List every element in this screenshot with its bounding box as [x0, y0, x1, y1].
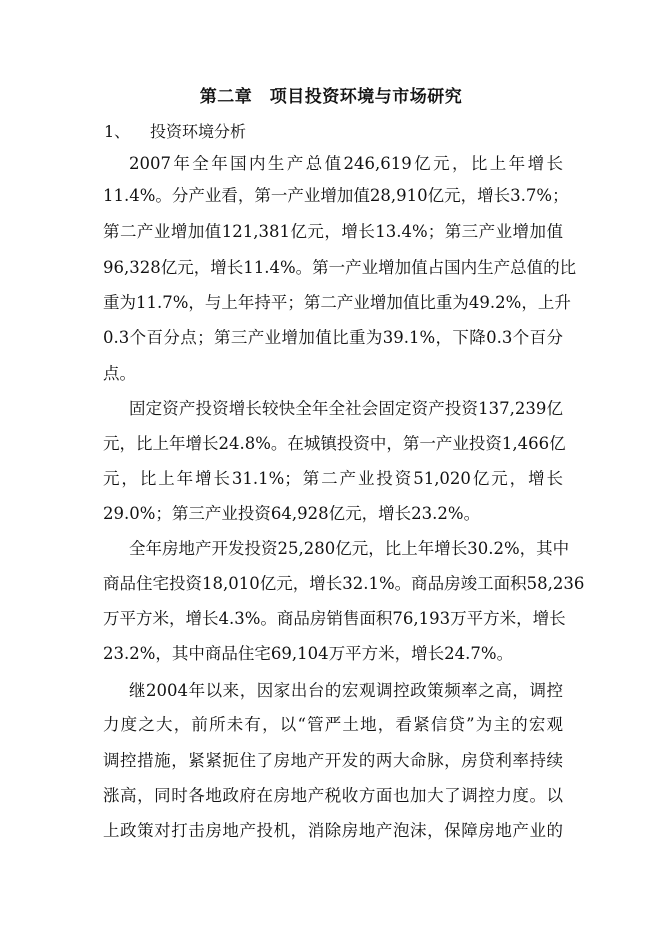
paragraph-1-line-7: 点。 [103, 364, 136, 383]
paragraph-1-line-5: 重为11.7%，与上年持平；第二产业增加值比重为49.2%，上升 [103, 293, 571, 312]
paragraph-3-line-1: 全年房地产开发投资25,280亿元，比上年增长30.2%，其中 [129, 539, 570, 558]
paragraph-3-line-2: 商品住宅投资18,010亿元，增长32.1%。商品房竣工面积58,236 [103, 574, 585, 593]
section-number: 1、 [104, 122, 131, 141]
paragraph-2-line-3: 元，比上年增长31.1%；第二产业投资51,020亿元，增长 [103, 469, 563, 488]
chapter-title: 第二章 项目投资环境与市场研究 [199, 87, 463, 107]
section-heading [104, 121, 246, 143]
paragraph-2-line-1: 固定资产投资增长较快全年全社会固定资产投资137,239亿 [129, 399, 563, 418]
paragraph-1-line-2: 11.4%。分产业看，第一产业增加值28,910亿元，增长3.7%； [103, 186, 569, 205]
paragraph-4-line-4: 涨高，同时各地政府在房地产税收方面也加大了调控力度。以 [103, 786, 563, 805]
paragraph-1-line-6: 0.3个百分点；第三产业增加值比重为39.1%，下降0.3个百分 [103, 328, 563, 347]
paragraph-4-line-5: 上政策对打击房地产投机，消除房地产泡沫，保障房地产业的 [103, 821, 563, 840]
paragraph-1-line-3: 第二产业增加值121,381亿元，增长13.4%；第三产业增加值 [103, 222, 563, 241]
paragraph-3-line-3: 万平方米，增长4.3%。商品房销售面积76,193万平方米，增长 [103, 609, 566, 628]
paragraph-4-line-1: 继2004年以来，因家出台的宏观调控政策频率之高，调控 [129, 681, 563, 700]
paragraph-2-line-2: 元，比上年增长24.8%。在城镇投资中，第一产业投资1,466亿 [103, 434, 566, 453]
paragraph-4-line-3: 调控措施，紧紧扼住了房地产开发的两大命脉，房贷利率持续 [103, 751, 563, 770]
paragraph-3-line-4: 23.2%，其中商品住宅69,104万平方米，增长24.7%。 [103, 644, 514, 663]
paragraph-4-line-2: 力度之大，前所未有，以“管严土地，看紧信贷”为主的宏观 [103, 715, 563, 734]
paragraph-2-line-4: 29.0%；第三产业投资64,928亿元，增长23.2%。 [103, 504, 481, 523]
paragraph-1-line-1: 2007年全年国内生产总值246,619亿元，比上年增长 [129, 154, 563, 173]
paragraph-1-line-4: 96,328亿元，增长11.4%。第一产业增加值占国内生产总值的比 [103, 258, 577, 277]
section-label: 投资环境分析 [150, 122, 247, 141]
